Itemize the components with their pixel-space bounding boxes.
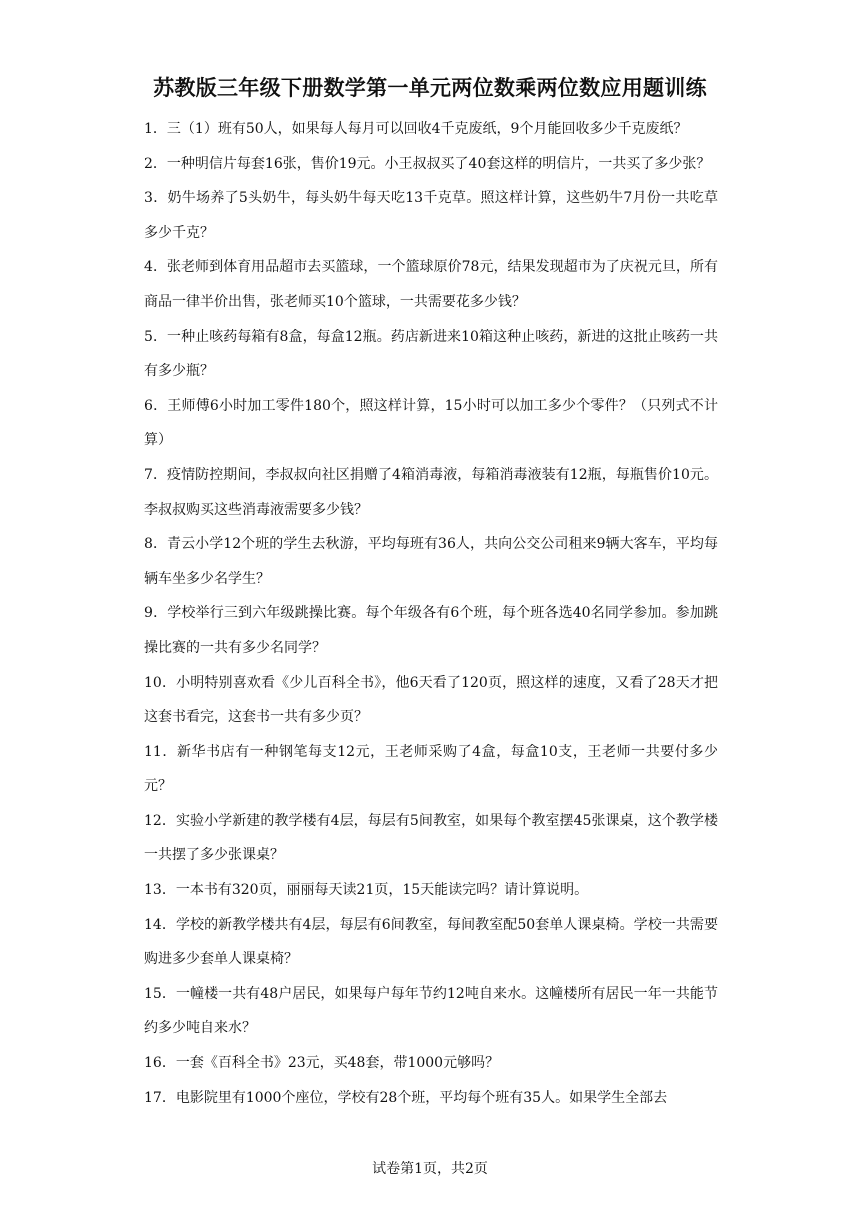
question-item: 15．一幢楼一共有48户居民，如果每户每年节约12吨自来水。这幢楼所有居民一年一共能节约多少吨自来水？ [144,985,718,1037]
question-item: 11．新华书店有一种钢笔每支12元，王老师采购了4盒，每盒10支，王老师一共要付多少元？ [144,743,718,795]
question-item: 4．张老师到体育用品超市去买篮球，一个篮球原价78元，结果发现超市为了庆祝元旦，所有商品一律半价出售，张老师买10个篮球，一共需要花多少钱？ [144,259,718,310]
question-item: 9．学校举行三到六年级跳操比赛。每个年级各有6个班，每个班各选40名同学参加。参加跳操比赛的一共有多少名同学？ [144,605,718,656]
question-item: 2．一种明信片每套16张，售价19元。小王叔叔买了40套这样的明信片，一共买了多少张？ [144,155,711,172]
question-item: 14．学校的新教学楼共有4层，每层有6间教室，每间教室配50套单人课桌椅。学校一共需要购进多少套单人课桌椅？ [144,916,718,968]
question-item: 10．小明特别喜欢看《少儿百科全书》，他6天看了120页，照这样的速度，又看了28天才把这套书看完，这套书一共有多少页？ [144,674,718,726]
question-item: 7．疫情防控期间，李叔叔向社区捐赠了4箱消毒液，每箱消毒液装有12瓶，每瓶售价10元。李叔叔购买这些消毒液需要多少钱？ [144,466,718,518]
page-footer: 试卷第1页，共2页 [372,1161,488,1177]
question-item: 12．实验小学新建的教学楼有4层，每层有5间教室，如果每个教室摆45张课桌，这个教学楼一共摆了多少张课桌？ [144,812,718,864]
question-item: 8．青云小学12个班的学生去秋游，平均每班有36人，共向公交公司租来9辆大客车，平均每辆车坐多少名学生？ [144,536,718,587]
question-item: 16．一套《百科全书》23元，买48套，带1000元够吗？ [144,1055,500,1072]
question-item: 13．一本书有320页，丽丽每天读21页，15天能读完吗？请计算说明。 [144,882,589,899]
question-item: 6．王师傅6小时加工零件180个，照这样计算，15小时可以加工多少个零件？（只列式不计算） [144,397,718,449]
question-item: 17．电影院里有1000个座位，学校有28个班，平均每个班有35人。如果学生全部去 [144,1089,668,1106]
question-item: 5．一种止咳药每箱有8盒，每盒12瓶。药店新进来10箱这种止咳药，新进的这批止咳药一共有多少瓶？ [144,328,718,380]
document-title: 苏教版三年级下册数学第一单元两位数乘两位数应用题训练 [153,75,707,100]
question-list [144,112,718,1115]
question-item: 3．奶牛场养了5头奶牛，每头奶牛每天吃13千克草。照这样计算，这些奶牛7月份一共吃草多少千克？ [144,190,718,241]
question-item: 1．三（1）班有50人，如果每人每月可以回收4千克废纸，9个月能回收多少千克废纸？ [144,121,688,137]
